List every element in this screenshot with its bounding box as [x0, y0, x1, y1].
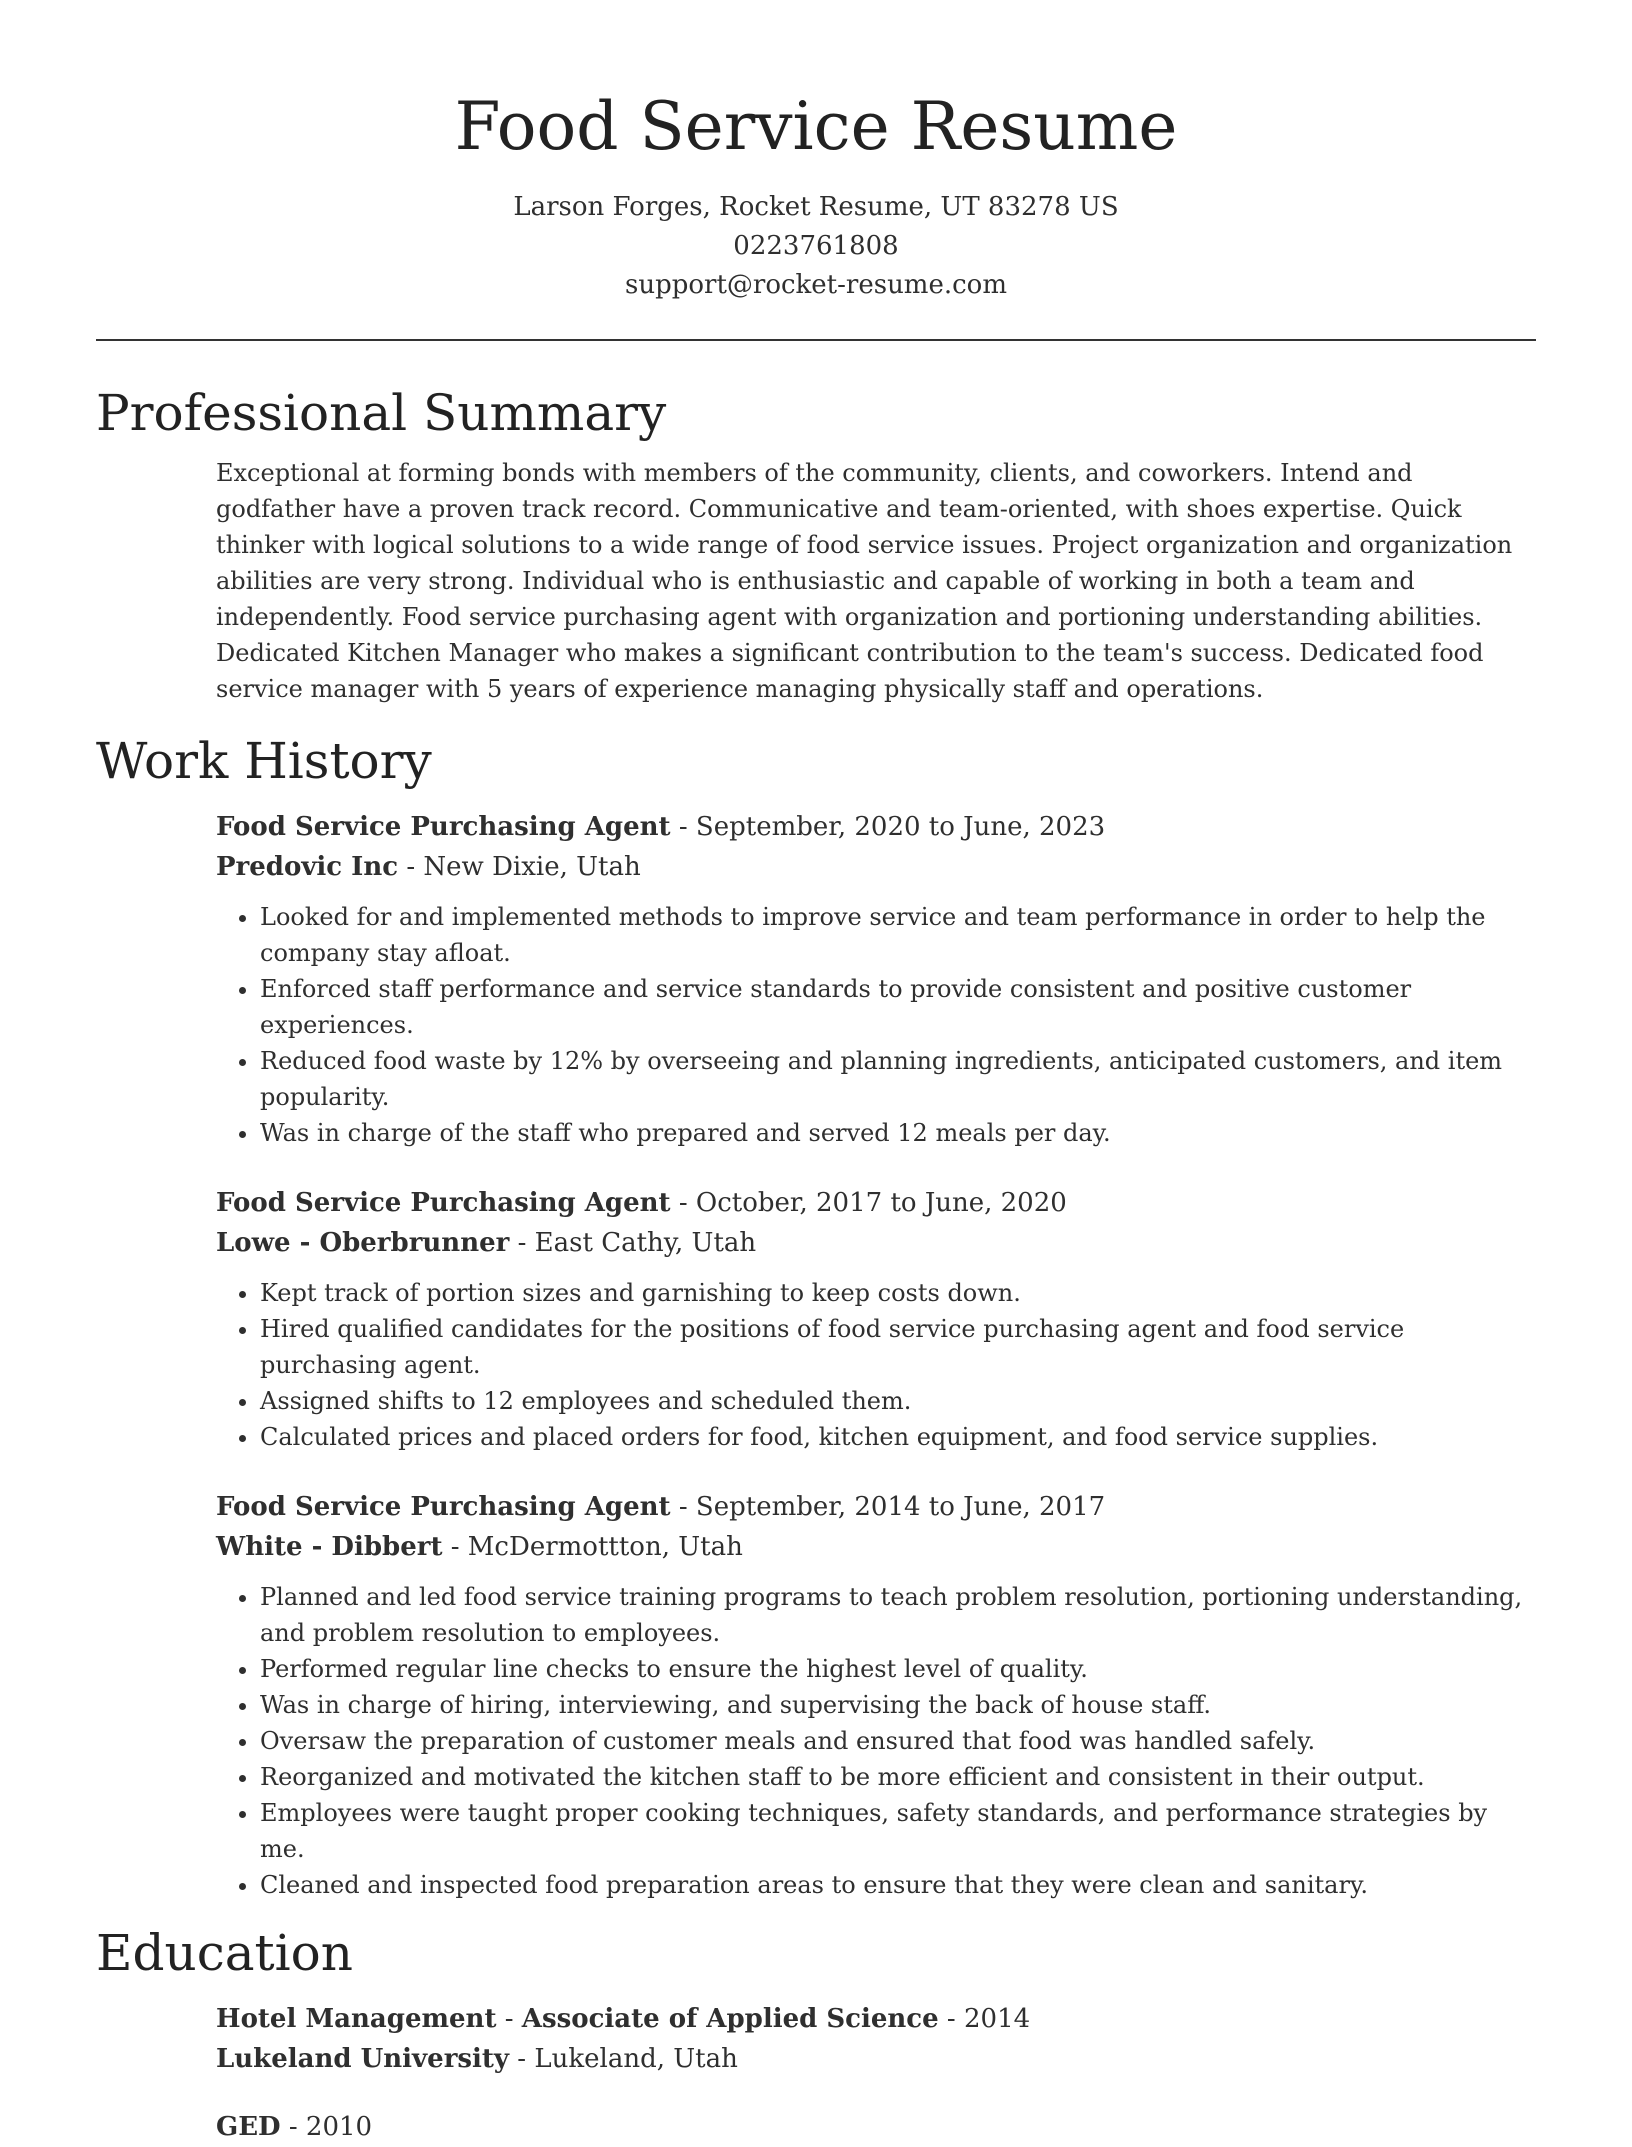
job-bullet: • Hired qualified candidates for the positions of food service purchasing agent and food service purchasing agent.: [260, 1311, 1536, 1383]
separator: -: [509, 2044, 535, 2074]
job-company-line: [216, 1223, 1536, 1263]
job-bullet: • Was in charge of hiring, interviewing, and supervising the back of house staff.: [260, 1687, 1536, 1723]
job-location: New Dixie, Utah: [423, 852, 641, 882]
job-bullet: • Reduced food waste by 12% by overseeing and planning ingredients, anticipated customers, and item popularity.: [260, 1043, 1536, 1115]
resume-title: Food Service Resume: [454, 88, 1178, 165]
job-role: Food Service Purchasing Agent: [216, 1188, 671, 1218]
summary-heading: Professional Summary: [96, 384, 667, 442]
separator: -: [398, 852, 424, 882]
job-title-line: [216, 1183, 1536, 1223]
job-bullet: • Enforced staff performance and service standards to provide consistent and positive customer experiences.: [260, 971, 1536, 1043]
job-company-line: [216, 847, 1536, 887]
job-company: Predovic Inc: [216, 852, 399, 882]
job-entry: [216, 807, 1536, 1151]
separator: -: [670, 812, 696, 842]
separator: -: [670, 1188, 696, 1218]
job-role: Food Service Purchasing Agent: [216, 1492, 671, 1522]
job-bullet: • Planned and led food service training programs to teach problem resolution, portioning understanding, and problem resolution to employees.: [260, 1579, 1536, 1651]
job-bullet: • Oversaw the preparation of customer meals and ensured that food was handled safely.: [260, 1723, 1536, 1759]
job-role: Food Service Purchasing Agent: [216, 812, 671, 842]
summary-body: [96, 455, 1536, 707]
work-history-section: [0, 729, 1632, 1903]
job-bullet: • Assigned shifts to 12 employees and scheduled them.: [260, 1383, 1536, 1419]
degree-year: 2014: [964, 2004, 1031, 2034]
job-dates: October, 2017 to June, 2020: [695, 1188, 1067, 1218]
separator: -: [442, 1532, 468, 1562]
job-bullet: • Calculated prices and placed orders for food, kitchen equipment, and food service supplies.: [260, 1419, 1536, 1455]
education-heading: Education: [96, 1924, 353, 1982]
job-bullet: • Performed regular line checks to ensure the highest level of quality.: [260, 1651, 1536, 1687]
separator: -: [670, 1492, 696, 1522]
job-bullet: • Looked for and implemented methods to improve service and team performance in order to help the company stay afloat.: [260, 899, 1536, 971]
degree-type: GED: [216, 2112, 281, 2142]
separator: -: [280, 2112, 306, 2142]
school-location: Lukeland, Utah: [534, 2044, 738, 2074]
education-body: [96, 1999, 1536, 2147]
job-bullets: [216, 1275, 1536, 1455]
summary-section: [0, 381, 1632, 707]
separator: -: [509, 1228, 535, 1258]
separator: -: [496, 2004, 522, 2034]
job-bullet: • Employees were taught proper cooking techniques, safety standards, and performance strategies by me.: [260, 1795, 1536, 1867]
job-dates: September, 2014 to June, 2017: [695, 1492, 1106, 1522]
job-location: East Cathy, Utah: [534, 1228, 757, 1258]
separator: -: [938, 2004, 964, 2034]
school-line: [216, 2039, 1536, 2079]
job-bullets: [216, 899, 1536, 1151]
job-location: McDermottton, Utah: [467, 1532, 743, 1562]
education-entry: [216, 1999, 1536, 2079]
job-bullets: [216, 1579, 1536, 1903]
education-section: [0, 1921, 1632, 2147]
job-company: Lowe - Oberbrunner: [216, 1228, 510, 1258]
resume-header: [0, 0, 1632, 305]
degree-line: [216, 2107, 1536, 2147]
job-bullet: • Cleaned and inspected food preparation areas to ensure that they were clean and sanitary.: [260, 1867, 1536, 1903]
job-bullet: • Was in charge of the staff who prepared and served 12 meals per day.: [260, 1115, 1536, 1151]
degree-field: Hotel Management: [216, 2004, 497, 2034]
contact-block: [0, 188, 1632, 305]
degree-year: 2010: [305, 2112, 373, 2142]
job-entry: [216, 1183, 1536, 1455]
job-company: White - Dibbert: [216, 1532, 443, 1562]
contact-phone: 0223761808: [733, 231, 899, 261]
degree-type: Associate of Applied Science: [521, 2004, 939, 2034]
school-name: Lukeland University: [216, 2044, 510, 2074]
contact-address: Larson Forges, Rocket Resume, UT 83278 US: [513, 192, 1119, 222]
work-history-body: [96, 807, 1536, 1903]
contact-email: support@rocket-resume.com: [624, 270, 1007, 300]
work-history-heading: Work History: [96, 732, 432, 790]
job-title-line: [216, 807, 1536, 847]
job-company-line: [216, 1527, 1536, 1567]
summary-text: Exceptional at forming bonds with members of the community, clients, and coworkers. Intend and godfather have a proven track record. Communicative and team-oriented, with shoes expertise. Quick thinker with logical solutions to a wide range of food service issues. Project organization and organization abilities are very strong. Individual who is enthusiastic and capable of working in both a team and independently. Food service purchasing agent with organization and portioning understanding abilities. Dedicated Kitchen Manager who makes a significant contribution to the team's success. Dedicated food service manager with 5 years of experience managing physically staff and operations.: [216, 459, 1513, 703]
job-entry: [216, 1487, 1536, 1903]
job-title-line: [216, 1487, 1536, 1527]
job-bullet: • Reorganized and motivated the kitchen staff to be more efficient and consistent in their output.: [260, 1759, 1536, 1795]
education-entry: [216, 2107, 1536, 2147]
job-bullet: • Kept track of portion sizes and garnishing to keep costs down.: [260, 1275, 1536, 1311]
job-dates: September, 2020 to June, 2023: [695, 812, 1106, 842]
degree-line: [216, 1999, 1536, 2039]
header-divider: [96, 339, 1536, 341]
